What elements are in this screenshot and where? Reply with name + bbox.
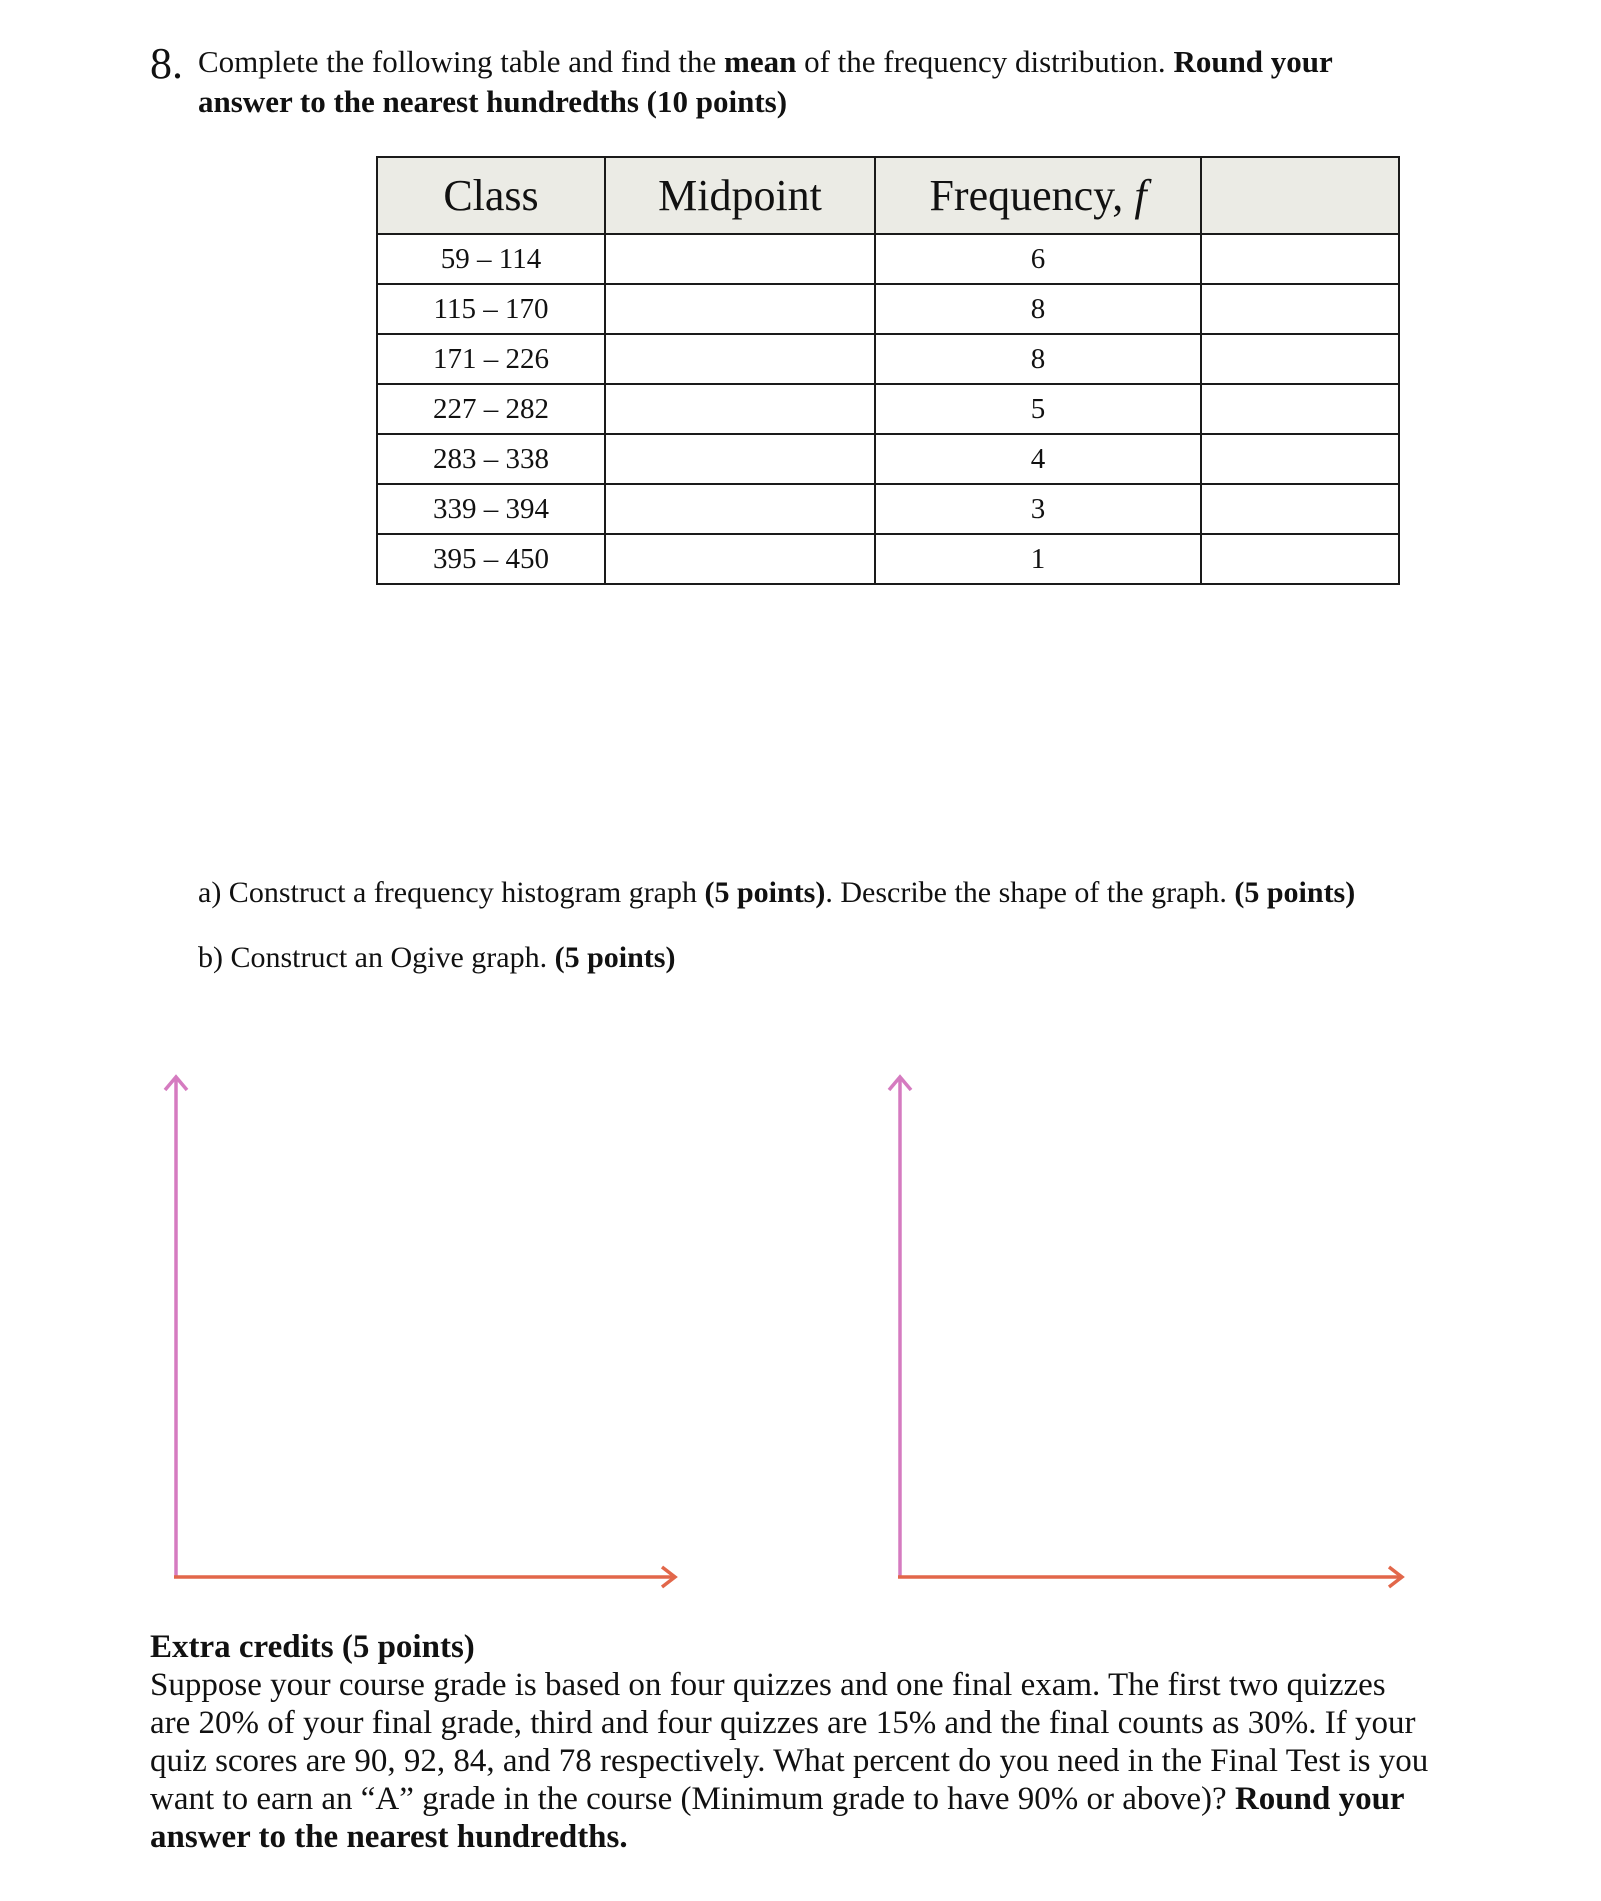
header-class: Class — [377, 157, 605, 234]
cell-class: 59 – 114 — [377, 234, 605, 284]
part-a-text1: a) Construct a frequency histogram graph — [198, 876, 705, 909]
round-instruction: Round your answer to the nearest hundredths (10 points) — [198, 44, 1333, 119]
part-a-points1: (5 points) — [704, 876, 826, 909]
question-intro-rest: of the frequency distribution. — [796, 44, 1174, 79]
question-intro: Complete the following table and find the — [198, 44, 725, 79]
cell-frequency: 8 — [875, 284, 1201, 334]
cell-frequency: 4 — [875, 434, 1201, 484]
header-midpoint: Midpoint — [605, 157, 875, 234]
extra-credit-round-instruction: Round your answer to the nearest hundredths. — [150, 1781, 1404, 1855]
header-frequency-symbol: f — [1134, 171, 1147, 220]
cell-frequency: 6 — [875, 234, 1201, 284]
cell-class: 115 – 170 — [377, 284, 605, 334]
part-b-text: b) Construct an Ogive graph. — [198, 941, 555, 974]
extra-credit-text: Suppose your course grade is based on four quizzes and one final exam. The first two quizzes are 20% of your final grade, third and four quizzes are 15% and the final counts as 30%. If your quiz scores are 90, 92, 84, and 78 respectively. What percent do you need in the Final Test is you want to earn an “A” grade in the course (Minimum grade to have 90% or above)? — [150, 1667, 1429, 1817]
ogive-axes — [889, 1077, 1402, 1587]
part-a-text2: . Describe the shape of the graph. — [825, 876, 1235, 909]
extra-credit-body — [150, 1666, 1430, 1856]
cell-class: 395 – 450 — [377, 534, 605, 584]
histogram-axes — [165, 1077, 675, 1587]
header-frequency-label: Frequency, — [929, 171, 1135, 220]
cell-frequency: 1 — [875, 534, 1201, 584]
cell-frequency: 5 — [875, 384, 1201, 434]
cell-frequency: 8 — [875, 334, 1201, 384]
part-a-points2: (5 points) — [1234, 876, 1356, 909]
part-b-points: (5 points) — [554, 941, 676, 974]
cell-class: 283 – 338 — [377, 434, 605, 484]
cell-frequency: 3 — [875, 484, 1201, 534]
cell-class: 171 – 226 — [377, 334, 605, 384]
cell-class: 339 – 394 — [377, 484, 605, 534]
question-number: 8. — [150, 39, 183, 88]
cell-class: 227 – 282 — [377, 384, 605, 434]
extra-credit-title: Extra credits (5 points) — [150, 1629, 475, 1665]
mean-word: mean — [724, 44, 797, 79]
extra-credit-section — [150, 1628, 1430, 1856]
